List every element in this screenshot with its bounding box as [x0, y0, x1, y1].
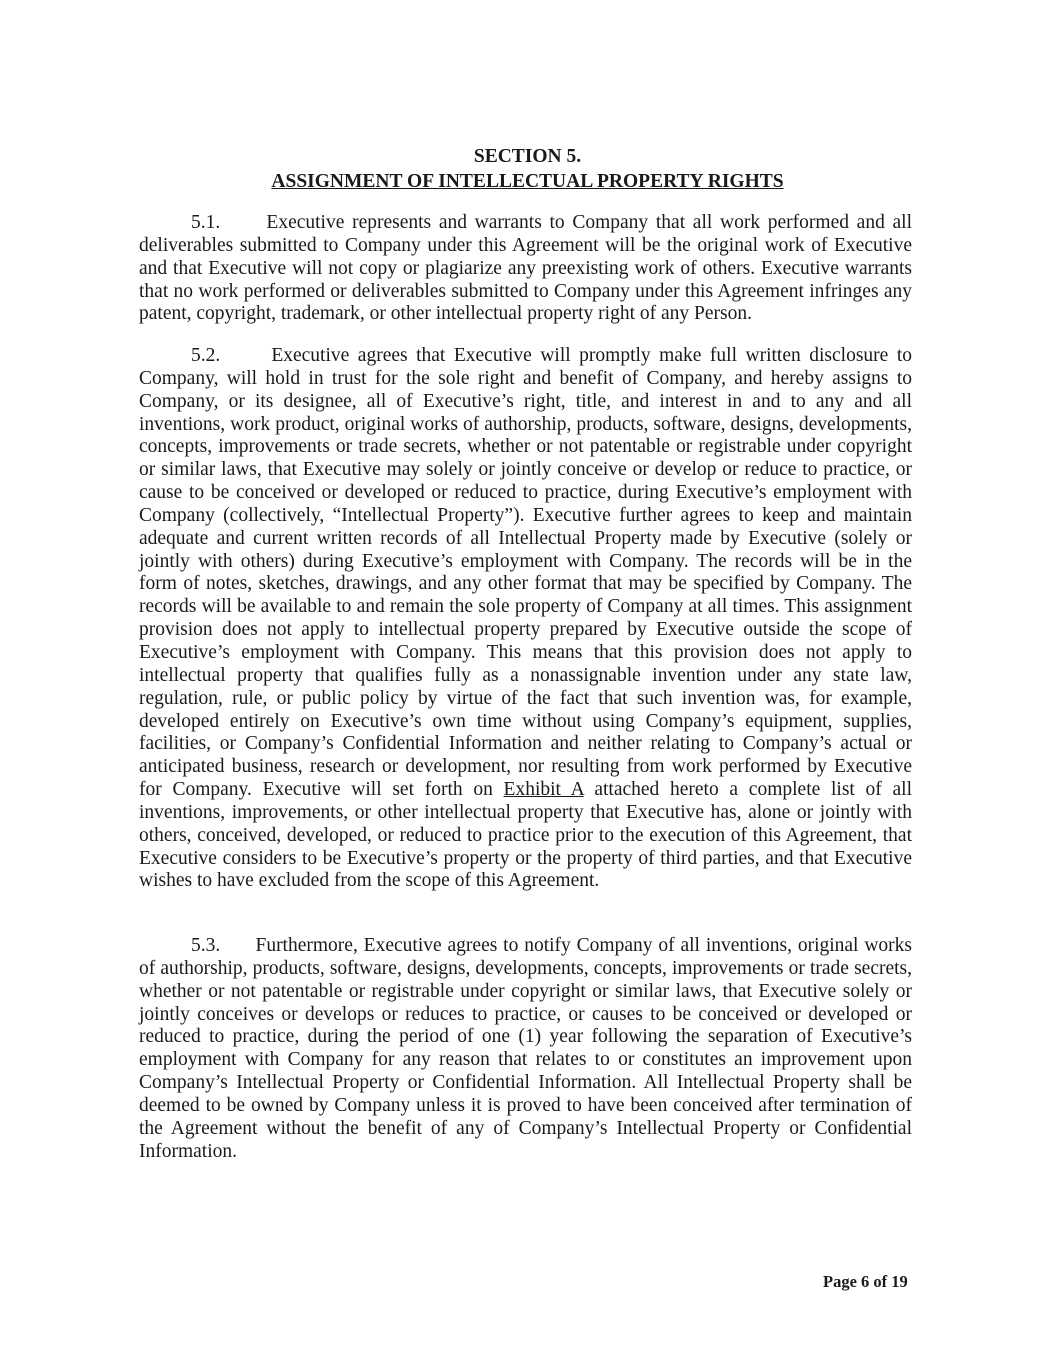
paragraph-number: 5.2. [191, 345, 221, 366]
section-title: ASSIGNMENT OF INTELLECTUAL PROPERTY RIGHTS [271, 171, 784, 192]
paragraph-number: 5.3. [191, 935, 221, 956]
section-number: SECTION 5. [473, 146, 582, 167]
paragraph-text: Executive agrees that Executive will promptly make full written disclosure to Company, will hold in trust for the sole right and benefit of Company, and hereby assigns to Company, or its designee, all of Executive’s right, title, and interest in and to any and all inventions, work product, original works of authorship, products, software, designs, developments, concepts, improvements or trade secrets, whether or not patentable or registrable under copyright or similar laws, that Executive may solely or jointly conceive or develop or reduce to practice, or cause to be conceived or developed or reduced to practice, during Executive’s employment with Company (collectively, “Intellectual Property”). Executive further agrees to keep and maintain adequate and current written records of all Intellectual Property made by Executive (solely or jointly with others) during Executive’s employment with Company. The records will be in the form of notes, sketches, drawings, and any other format that may be specified by Company. The records will be available to and remain the sole property of Company at all times. This assignment provision does not apply to intellectual property prepared by Executive outside the scope of Executive’s employment with Company. This means that this provision does not apply to intellectual property that qualifies fully as a nonassignable invention under any state law, regulation, rule, or public policy by virtue of the fact that such invention was, for example, developed entirely on Executive’s own time without using Company’s equipment, supplies, facilities, or Company’s Confidential Information and neither relating to Company’s actual or anticipated business, research or development, nor resulting from work performed by Executive for Company. Executive will set forth on [139, 345, 913, 801]
exhibit-a-reference: Exhibit A [503, 779, 584, 801]
paragraph-5-1 [139, 212, 912, 326]
paragraph-text: Executive represents and warrants to Company that all work performed and all deliverables submitted to Company under this Agreement will be the original work of Executive and that Executive will not copy or plagiarize any preexisting work of others. Executive warrants that no work performed or deliverables submitted to Company under this Agreement infringes any patent, copyright, trademark, or other intellectual property right of any Person. [139, 212, 913, 325]
page-number: Page 6 of 19 [823, 1272, 908, 1291]
paragraph-number: 5.1. [191, 212, 221, 233]
paragraph-text-continued: attached hereto a complete list of all inventions, improvements, or other intellectual property that Executive has, alone or jointly with others, conceived, developed, or reduced to practice prior to the execution of this Agreement, that Executive considers to be Executive’s property or the property of third parties, and that Executive wishes to have excluded from the scope of this Agreement. [139, 779, 912, 892]
paragraph-text: Furthermore, Executive agrees to notify Company of all inventions, original works of authorship, products, software, designs, developments, concepts, improvements or trade secrets, whether or not patentable or registrable under copyright or similar laws, that Executive solely or jointly conceives or develops or reduces to practice, or causes to be conceived or developed or reduced to practice, during the period of one (1) year following the separation of Executive’s employment with Company for any reason that relates to or constitutes an improvement upon Company’s Intellectual Property or Confidential Information. All Intellectual Property shall be deemed to be owned by Company unless it is proved to have been conceived after termination of the Agreement without the benefit of any of Company’s Intellectual Property or Confidential Information. [139, 935, 913, 1162]
paragraph-5-2 [139, 345, 912, 893]
paragraph-5-3 [139, 935, 912, 1163]
